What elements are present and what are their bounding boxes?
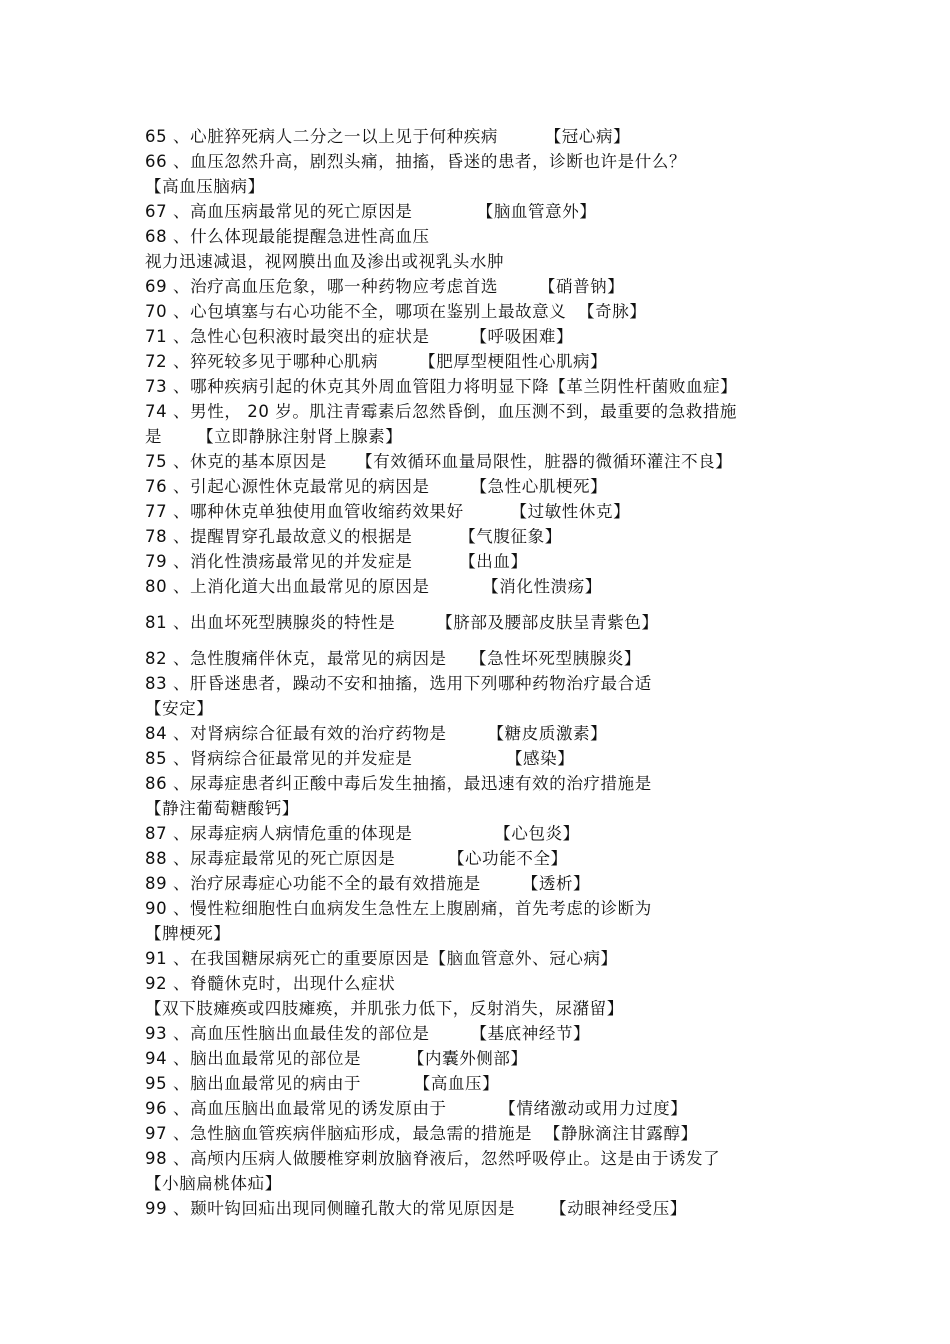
text-line: 87 、尿毒症病人病情危重的体现是 【心包炎】 — [145, 824, 580, 843]
text-line: 89 、治疗尿毒症心功能不全的最有效措施是 【透析】 — [145, 874, 591, 893]
text-line: 96 、高血压脑出血最常见的诱发原由于 【情绪激动或用力过度】 — [145, 1099, 688, 1118]
text-line: 84 、对肾病综合征最有效的治疗药物是 【糖皮质激素】 — [145, 724, 608, 743]
text-line: 94 、脑出血最常见的部位是 【内囊外侧部】 — [145, 1049, 528, 1068]
text-line: 是 【立即静脉注射肾上腺素】 — [145, 427, 403, 446]
text-line: 71 、急性心包积液时最突出的症状是 【呼吸困难】 — [145, 327, 574, 346]
text-line: 85 、肾病综合征最常见的并发症是 【感染】 — [145, 749, 575, 768]
text-line: 73 、哪种疾病引起的休克其外周血管阻力将明显下降【革兰阴性杆菌败血症】 — [145, 377, 738, 396]
text-line: 【高血压脑病】 — [145, 177, 265, 196]
text-line: 72 、猝死较多见于哪种心肌病 【肥厚型梗阻性心肌病】 — [145, 352, 608, 371]
text-line: 79 、消化性溃疡最常见的并发症是 【出血】 — [145, 552, 528, 571]
text-line: 74 、男性， 20 岁。肌注青霉素后忽然昏倒，血压测不到，最重要的急救措施 — [145, 402, 738, 421]
text-line: 75 、休克的基本原因是 【有效循环血量局限性，脏器的微循环灌注不良】 — [145, 452, 733, 471]
text-line: 【静注葡萄糖酸钙】 — [145, 799, 299, 818]
text-line: 【脾梗死】 — [145, 924, 231, 943]
text-line: 93 、高血压性脑出血最佳发的部位是 【基底神经节】 — [145, 1024, 591, 1043]
text-line: 91 、在我国糖尿病死亡的重要原因是【脑血管意外、冠心病】 — [145, 949, 618, 968]
text-line: 77 、哪种休克单独使用血管收缩药效果好 【过敏性休克】 — [145, 502, 631, 521]
text-line: 99 、颞叶钩回疝出现同侧瞳孔散大的常见原因是 【动眼神经受压】 — [145, 1199, 687, 1218]
text-line: 67 、高血压病最常见的死亡原因是 【脑血管意外】 — [145, 202, 597, 221]
text-line: 95 、脑出血最常见的病由于 【高血压】 — [145, 1074, 500, 1093]
text-line: 69 、治疗高血压危象，哪一种药物应考虑首选 【硝普钠】 — [145, 277, 625, 296]
text-line: 92 、脊髓休克时，出现什么症状 — [145, 974, 396, 993]
text-line: 78 、提醒胃穿孔最故意义的根据是 【气腹征象】 — [145, 527, 562, 546]
text-line: 【小脑扁桃体疝】 — [145, 1174, 282, 1193]
text-line: 【安定】 — [145, 699, 214, 718]
text-line: 82 、急性腹痛伴休克，最常见的病因是 【急性坏死型胰腺炎】 — [145, 649, 642, 668]
text-line: 68 、什么体现最能提醒急进性高血压 — [145, 227, 430, 246]
text-line: 98 、高颅内压病人做腰椎穿刺放脑脊液后，忽然呼吸停止。这是由于诱发了 — [145, 1149, 721, 1168]
text-line: 66 、血压忽然升高，剧烈头痛，抽搐，昏迷的患者，诊断也许是什么？ — [145, 152, 687, 171]
text-line: 65 、心脏猝死病人二分之一以上见于何种疾病 【冠心病】 — [145, 127, 631, 146]
text-line: 86 、尿毒症患者纠正酸中毒后发生抽搐，最迅速有效的治疗措施是 — [145, 774, 652, 793]
text-line: 83 、肝昏迷患者，躁动不安和抽搐，选用下列哪种药物治疗最合适 — [145, 674, 652, 693]
text-line: 97 、急性脑血管疾病伴脑疝形成，最急需的措施是 【静脉滴注甘露醇】 — [145, 1124, 698, 1143]
text-line: 80 、上消化道大出血最常见的原因是 【消化性溃疡】 — [145, 577, 602, 596]
text-line: 88 、尿毒症最常见的死亡原因是 【心功能不全】 — [145, 849, 568, 868]
text-line: 81 、出血坏死型胰腺炎的特性是 【脐部及腰部皮肤呈青紫色】 — [145, 613, 659, 632]
text-line: 76 、引起心源性休克最常见的病因是 【急性心肌梗死】 — [145, 477, 608, 496]
text-line: 视力迅速减退，视网膜出血及渗出或视乳头水肿 — [145, 252, 505, 271]
text-line: 70 、心包填塞与右心功能不全，哪项在鉴别上最故意义 【奇脉】 — [145, 302, 647, 321]
text-line: 90 、慢性粒细胞性白血病发生急性左上腹剧痛，首先考虑的诊断为 — [145, 899, 652, 918]
text-line: 【双下肢瘫痪或四肢瘫痪，并肌张力低下，反射消失，尿潴留】 — [145, 999, 624, 1018]
